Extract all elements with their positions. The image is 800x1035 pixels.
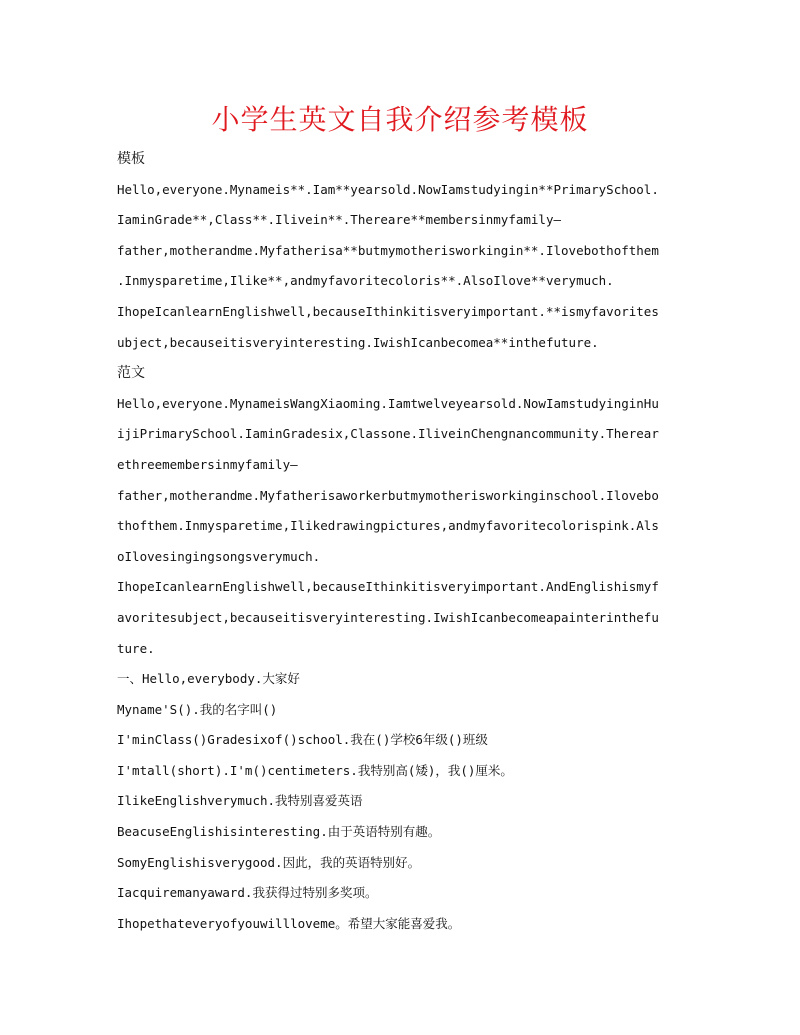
- phrase-line: I'minClass()Gradesixof()school.我在()学校6年级()班级: [117, 732, 488, 748]
- paragraph-line: IhopeIcanlearnEnglishwell,becauseIthinkitisveryimportant.AndEnglishismyf: [117, 579, 659, 595]
- paragraph-line: Hello,everyone.Mynameis**.Iam**yearsold.NowIamstudyingin**PrimarySchool.: [117, 181, 659, 197]
- section-heading-template: 模板: [117, 151, 145, 167]
- paragraph-line: .Inmysparetime,Ilike**,andmyfavoritecoloris**.AlsoIlove**verymuch.: [117, 273, 614, 289]
- paragraph-line: IaminGrade**,Class**.Ilivein**.Thereare**membersinmyfamily—: [117, 212, 562, 228]
- paragraph-line: ubject,becauseitisveryinteresting.IwishIcanbecomea**inthefuture.: [117, 334, 599, 350]
- paragraph-line: father,motherandme.Myfatherisaworkerbutmymotherisworkinginschool.Ilovebo: [117, 487, 659, 503]
- document-title: 小学生英文自我介绍参考模板: [211, 103, 589, 136]
- phrase-line: IlikeEnglishverymuch.我特别喜爱英语: [117, 793, 363, 809]
- paragraph-line: oIlovesingingsongsverymuch.: [117, 548, 321, 564]
- phrase-line: Iacquiremanyaward.我获得过特别多奖项。: [117, 885, 378, 901]
- phrase-line: BeacuseEnglishisinteresting.由于英语特别有趣。: [117, 824, 441, 840]
- paragraph-line: ijiPrimarySchool.IaminGradesix,Classone.IliveinChengnancommunity.Therear: [117, 426, 659, 442]
- phrase-line: Myname'S().我的名字叫(): [117, 701, 278, 717]
- phrase-line: Ihopethateveryofyouwillloveme。希望大家能喜爱我。: [117, 915, 461, 931]
- paragraph-line: IhopeIcanlearnEnglishwell,becauseIthinkitisveryimportant.**ismyfavorites: [117, 303, 659, 319]
- phrase-line: I'mtall(short).I'm()centimeters.我特别高(矮)，我()厘米。: [117, 762, 513, 778]
- paragraph-line: Hello,everyone.MynameisWangXiaoming.Iamtwelveyearsold.NowIamstudyinginHu: [117, 395, 659, 411]
- section-heading-sample: 范文: [117, 365, 145, 382]
- paragraph-line: ture.: [117, 640, 155, 656]
- paragraph-line: thofthem.Inmysparetime,Ilikedrawingpictures,andmyfavoritecolorispink.Als: [117, 518, 659, 534]
- phrase-line: SomyEnglishisverygood.因此，我的英语特别好。: [117, 854, 421, 870]
- paragraph-line: father,motherandme.Myfatherisa**butmymotherisworkingin**.Ilovebothofthem: [117, 242, 659, 258]
- paragraph-line: avoritesubject,becauseitisveryinteresting.IwishIcanbecomeapainterinthefu: [117, 609, 659, 625]
- phrase-heading: 一、Hello,everybody.大家好: [117, 671, 300, 687]
- paragraph-line: ethreemembersinmyfamily—: [117, 456, 298, 472]
- document-body: [117, 144, 692, 939]
